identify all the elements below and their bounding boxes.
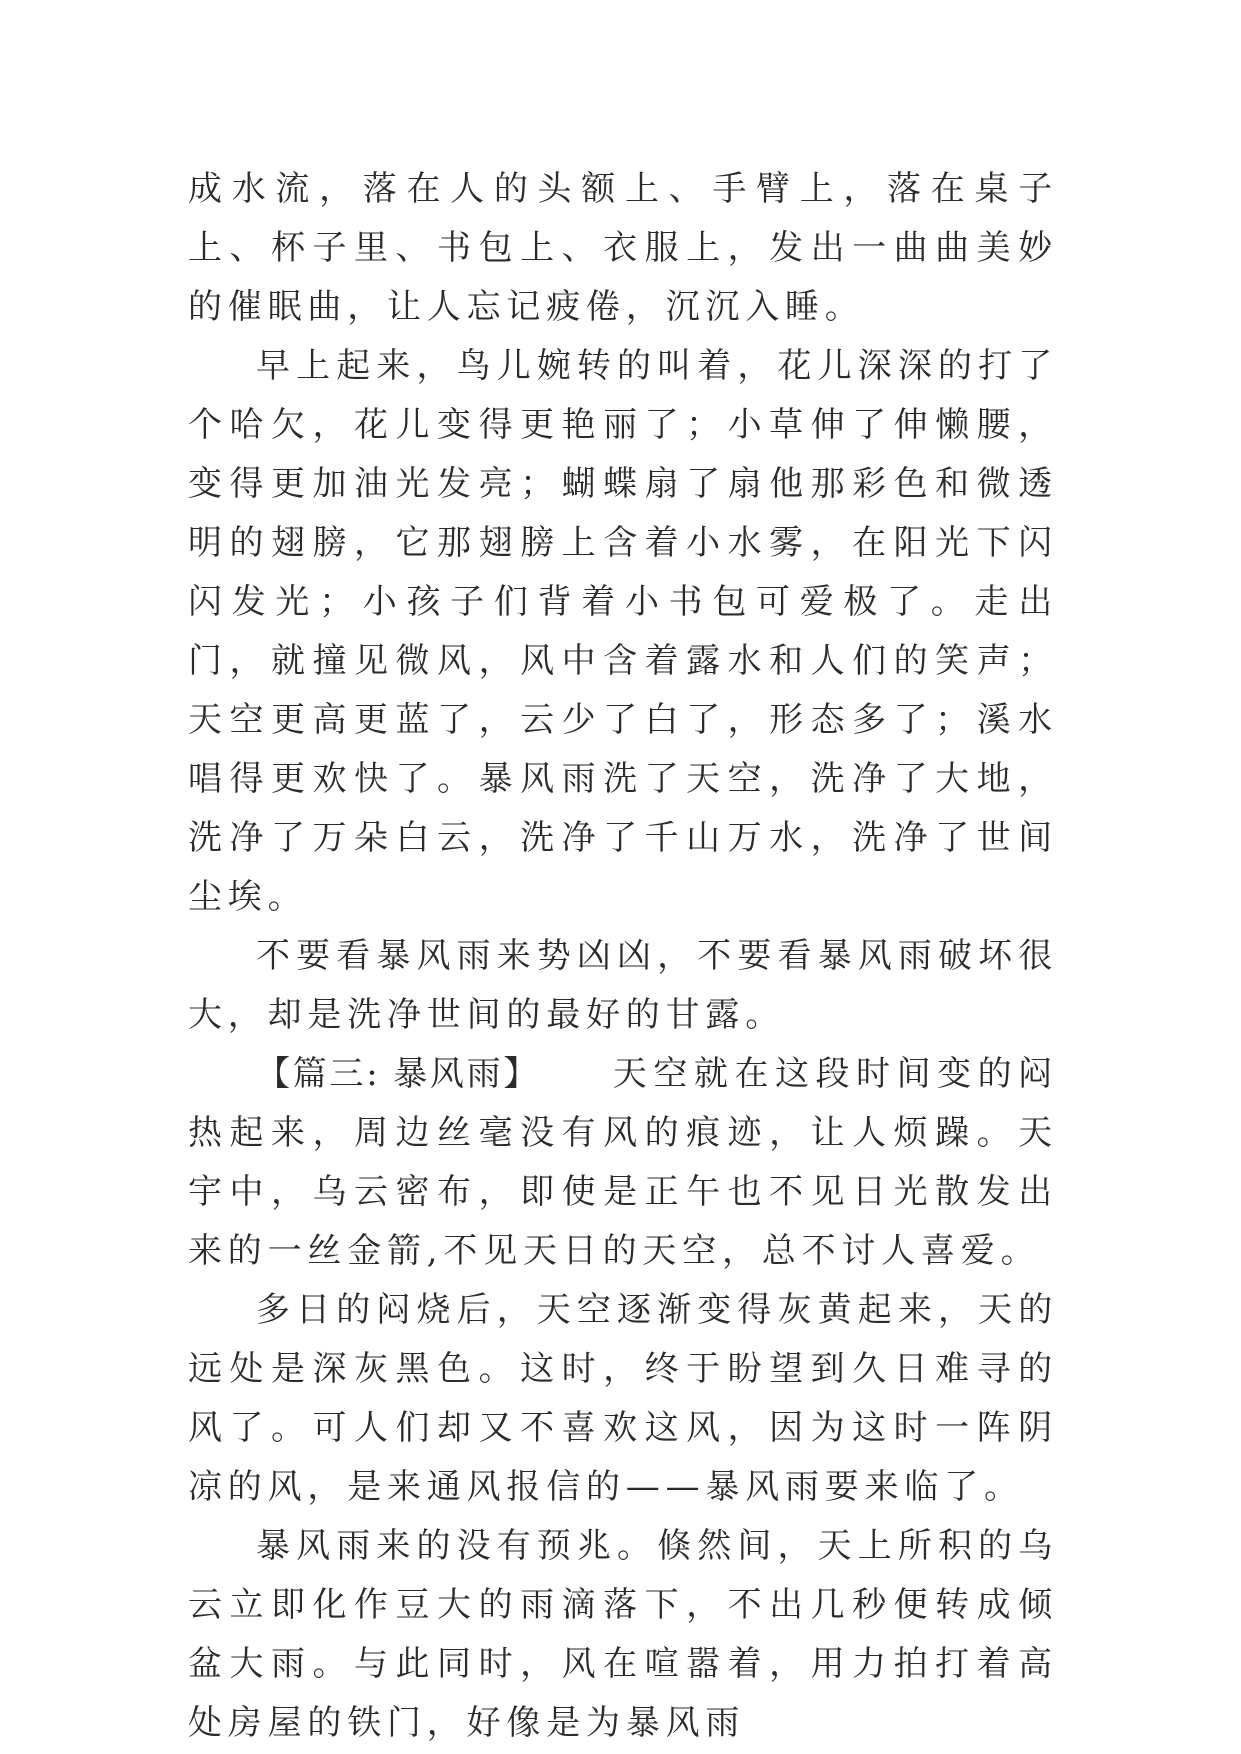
paragraph-4 [188,1045,1058,1281]
paragraph-6: 暴风雨来的没有预兆。倏然间，天上所积的乌云立即化作豆大的雨滴落下，不出几秒便转成倾盆大雨。与此同时，风在喧嚣着，用力拍打着高处房屋的铁门，好像是为暴风雨 [188,1526,1058,1743]
paragraph-4-text: 天空就在这段时间变的闷热起来，周边丝毫没有风的痕迹，让人烦躁。天宇中，乌云密布，即使是正午也不见日光散发出来的一丝金箭,不见天日的天空，总不讨人喜爱。 [188,1054,1058,1271]
document-body [188,160,1058,1753]
paragraph-5: 多日的闷烧后，天空逐渐变得灰黄起来，天的远处是深灰黑色。这时，终于盼望到久日难寻的风了。可人们却又不喜欢这风，因为这时一阵阴凉的风，是来通风报信的——暴风雨要来临了。 [188,1290,1058,1507]
paragraph-3: 不要看暴风雨来势凶凶，不要看暴风雨破坏很大，却是洗净世间的最好的甘露。 [188,936,1058,1035]
paragraph-1: 成水流，落在人的头额上、手臂上，落在桌子上、杯子里、书包上、衣服上，发出一曲曲美妙的催眠曲，让人忘记疲倦，沉沉入睡。 [188,169,1058,327]
paragraph-2: 早上起来，鸟儿婉转的叫着，花儿深深的打了个哈欠，花儿变得更艳丽了；小草伸了伸懒腰，变得更加油光发亮；蝴蝶扇了扇他那彩色和微透明的翅膀，它那翅膀上含着小水雾，在阳光下闪闪发光；小孩子们背着小书包可爱极了。走出门，就撞见微风，风中含着露水和人们的笑声；天空更高更蓝了，云少了白了，形态多了；溪水唱得更欢快了。暴风雨洗了天空，洗净了大地，洗净了万朵白云，洗净了千山万水，洗净了世间尘埃。 [188,346,1058,917]
section-heading: 【篇三: 暴风雨】 [256,1054,541,1094]
